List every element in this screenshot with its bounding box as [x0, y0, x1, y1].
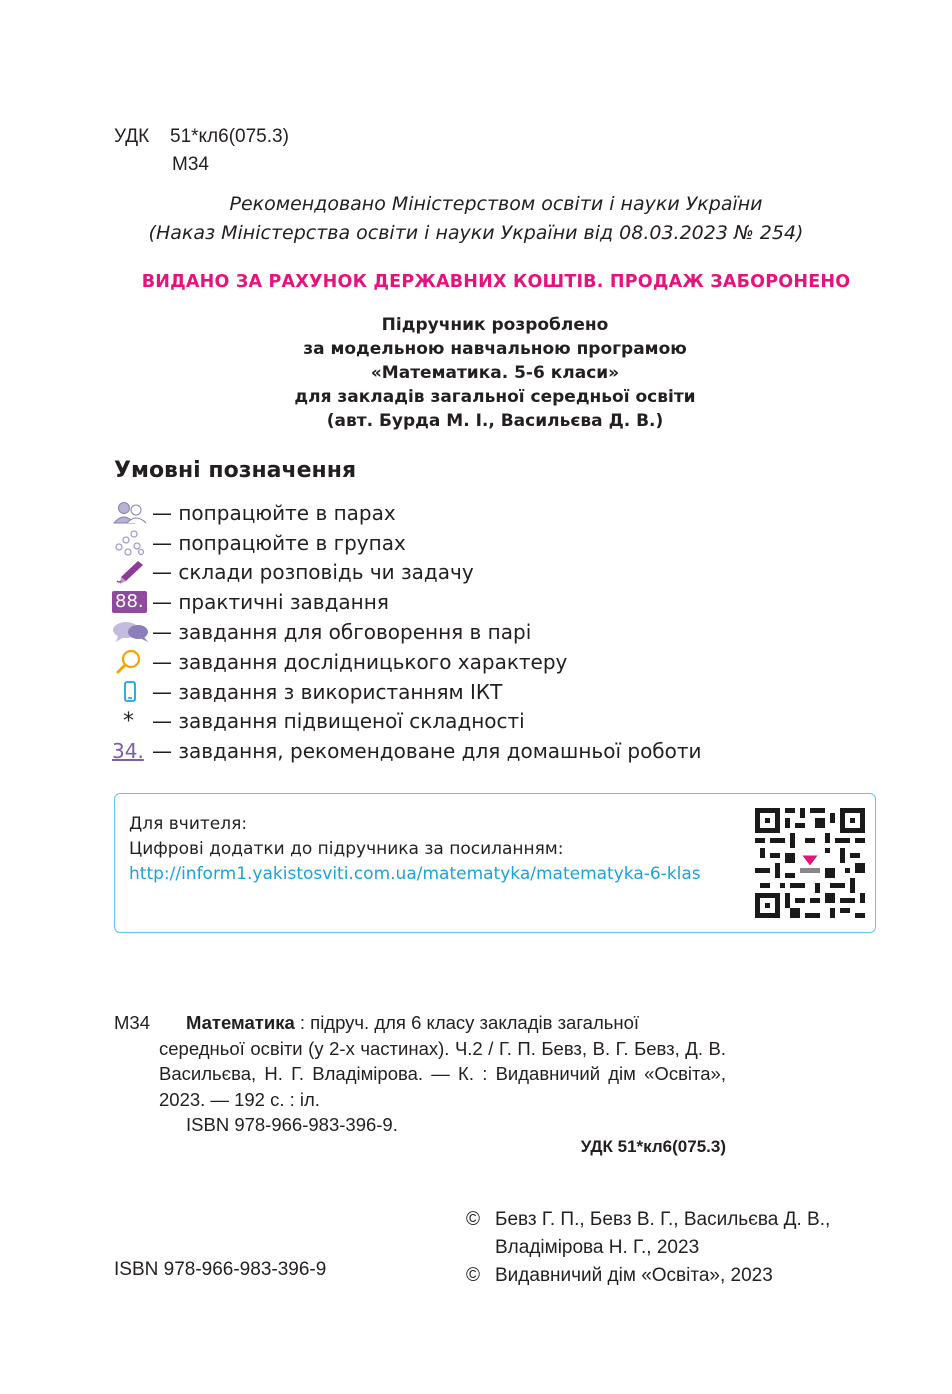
- magnifier-icon: [112, 648, 152, 676]
- recommendation-line-2: (Наказ Міністерства освіти і науки України від 08.03.2023 № 254): [148, 222, 804, 244]
- udk-code: 51*кл6(075.3): [170, 126, 289, 147]
- legend-item: [112, 498, 872, 528]
- copyright-symbol: ©: [466, 1265, 480, 1286]
- phone-icon: [112, 678, 152, 706]
- udk-label: УДК: [114, 126, 150, 147]
- copyright-authors: Бевз Г. П., Бевз В. Г., Васильєва Д. В.,: [495, 1209, 831, 1230]
- biblio-rest: : підруч. для 6 класу закладів загальної: [294, 1012, 640, 1033]
- legend-item: [112, 707, 872, 737]
- recommendation-line-1: Рекомендовано Міністерством освіти і науки України: [229, 193, 763, 215]
- biblio-udk: УДК 51*кл6(075.3): [580, 1136, 726, 1156]
- legend-item: [112, 617, 872, 647]
- legend-text: — завдання дослідницького характеру: [152, 649, 568, 674]
- legend-text: — попрацюйте в групах: [152, 530, 406, 555]
- group-work-icon: [112, 529, 152, 557]
- teacher-text: [129, 812, 701, 887]
- author-mark: М34: [172, 154, 209, 175]
- legend-text: — завдання, рекомендоване для домашньої роботи: [152, 739, 702, 764]
- asterisk-icon: [112, 707, 152, 735]
- bibliographic-entry: [114, 1010, 726, 1159]
- legend-item: [112, 677, 872, 707]
- teacher-heading: Для вчителя:: [129, 814, 248, 834]
- ministry-recommendation: [0, 190, 952, 248]
- copyright-authors-cont: Владімірова Н. Г., 2023: [495, 1237, 700, 1258]
- copyright-block: [466, 1206, 830, 1290]
- legend-text: — склади розповідь чи задачу: [152, 560, 474, 585]
- isbn-bottom: ISBN 978-966-983-396-9: [114, 1259, 327, 1280]
- biblio-title: Математика: [186, 1012, 295, 1033]
- legend-text: — завдання з використанням ІКТ: [152, 679, 503, 704]
- legend-item: [112, 647, 872, 677]
- program-line: для закладів загальної середньої освіти: [294, 387, 696, 407]
- program-line: Підручник розроблено: [381, 315, 609, 335]
- pair-work-icon: [112, 499, 152, 527]
- homework-number: 34.: [112, 739, 144, 764]
- copyright-symbol: ©: [466, 1209, 480, 1230]
- pen-icon: [112, 558, 152, 586]
- legend-title: Умовні позначення: [114, 458, 357, 483]
- practical-task-badge-icon: [112, 588, 152, 616]
- asterisk-mark: *: [123, 708, 134, 734]
- biblio-first-line: [114, 1010, 726, 1036]
- biblio-isbn: ISBN 978-966-983-396-9.: [186, 1114, 398, 1135]
- qr-code-icon[interactable]: [755, 808, 865, 918]
- program-line: «Математика. 5-6 класи»: [370, 363, 620, 383]
- program-line: за модельною навчальною програмою: [303, 339, 687, 359]
- legend-text: — завдання підвищеної складності: [152, 709, 525, 734]
- legend-text: — попрацюйте в парах: [152, 500, 396, 525]
- teacher-resources-box: [114, 793, 876, 933]
- homework-number-icon: [112, 737, 152, 765]
- legend-item: [112, 558, 872, 588]
- biblio-continuation: середньої освіти (у 2-х частинах). Ч.2 / Г. П. Бевз, В. Г. Бевз, Д. В. Васильєва, Н. Г. Владімірова. — К. : Видавничий дім «Освіта», 2023. — 192 с. : іл.: [159, 1037, 726, 1110]
- legend-text: — завдання для обговорення в парі: [152, 620, 532, 645]
- practical-task-badge: 88.: [112, 591, 147, 613]
- program-line: (авт. Бурда М. І., Васильєва Д. В.): [326, 411, 664, 431]
- teacher-description: Цифрові додатки до підручника за посиланням:: [129, 839, 564, 859]
- biblio-code: М34: [114, 1012, 150, 1033]
- udk-header: [114, 123, 289, 179]
- legend-item: [112, 528, 872, 558]
- legend-item: [112, 587, 872, 617]
- free-distribution-notice: ВИДАНО ЗА РАХУНОК ДЕРЖАВНИХ КОШТІВ. ПРОДАЖ ЗАБОРОНЕНО: [141, 272, 851, 292]
- legend-item: [112, 736, 872, 766]
- resources-link[interactable]: http://inform1.yakistosviti.com.ua/matematyka/matematyka-6-klas: [129, 864, 701, 884]
- copyright-publisher: Видавничий дім «Освіта», 2023: [495, 1265, 773, 1286]
- legend-text: — практичні завдання: [152, 590, 389, 615]
- program-info: [0, 313, 952, 433]
- legend-list: [112, 498, 872, 766]
- discussion-icon: [112, 618, 152, 646]
